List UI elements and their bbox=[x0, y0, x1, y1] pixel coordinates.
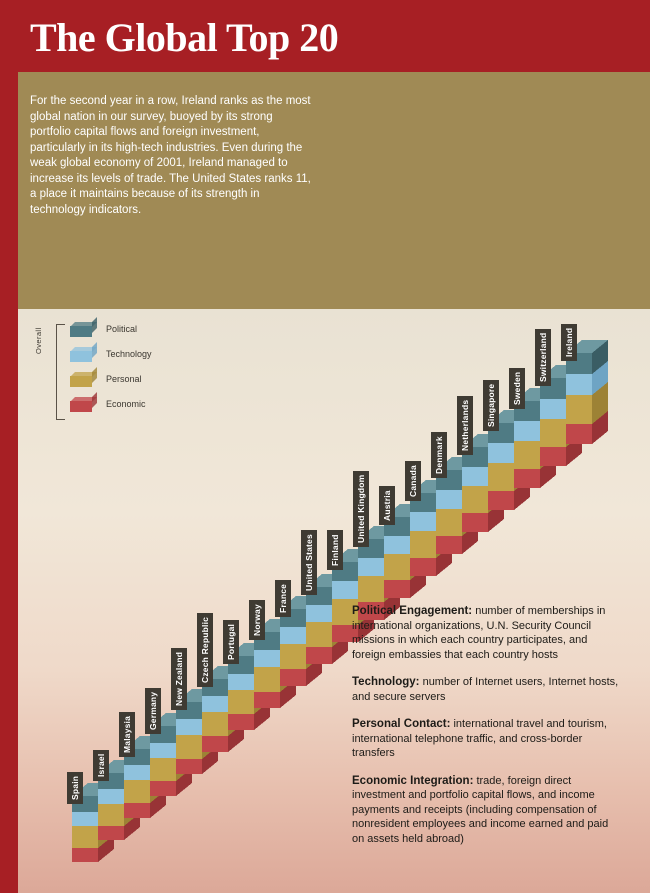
country-label-canada: Canada bbox=[405, 461, 421, 501]
definition-text-political: number of memberships in international organizations, U.N. Security Council missions in which each country participates, and foreign embassies that each country hosts bbox=[352, 605, 606, 661]
definition-text-technology: number of Internet users, Internet hosts, and secure servers bbox=[352, 676, 619, 703]
intro-text: For the second year in a row, Ireland ranks as the most global nation in our survey, buoyed by its strong portfolio capital flows and foreign investment, particularly in its high-tech industries. Even during the weak global economy of 2001, Ireland managed to increase its levels of trade. The United States ranks 11, a place it maintains because of its strength in technology indicators. bbox=[30, 95, 311, 216]
country-label-czech-republic: Czech Republic bbox=[197, 613, 213, 687]
definition-text-economic: trade, foreign direct investment and portfolio capital flows, and income payments and receipts (including compensation of nonresident employees and income earned and paid on assets held abroad) bbox=[352, 774, 609, 845]
country-label-ireland: Ireland bbox=[561, 324, 577, 361]
country-label-finland: Finland bbox=[327, 530, 343, 570]
definition-term-personal: Personal Contact: bbox=[352, 718, 451, 730]
legend-swatch-technology bbox=[70, 347, 98, 362]
legend-label-technology: Technology bbox=[106, 349, 152, 359]
country-label-denmark: Denmark bbox=[431, 432, 447, 478]
legend-axis-label: Overall bbox=[34, 327, 43, 354]
country-label-france: France bbox=[275, 580, 291, 617]
legend-swatch-economic bbox=[70, 397, 98, 412]
definition-personal bbox=[352, 717, 620, 761]
legend-label-personal: Personal bbox=[106, 374, 142, 384]
legend-swatch-political bbox=[70, 322, 98, 337]
legend-swatch-personal bbox=[70, 372, 98, 387]
chart-legend bbox=[30, 322, 180, 422]
definition-economic bbox=[352, 774, 620, 847]
definition-term-political: Political Engagement: bbox=[352, 605, 473, 617]
definition-text-personal: international travel and tourism, international telephone traffic, and cross-border transfers bbox=[352, 718, 607, 759]
country-label-new-zealand: New Zealand bbox=[171, 648, 187, 710]
country-label-spain: Spain bbox=[67, 772, 83, 804]
country-label-malaysia: Malaysia bbox=[119, 712, 135, 757]
definition-technology bbox=[352, 675, 620, 704]
country-label-germany: Germany bbox=[145, 688, 161, 734]
page-title: The Global Top 20 bbox=[30, 15, 339, 60]
definition-term-economic: Economic Integration: bbox=[352, 774, 474, 787]
definitions-block bbox=[352, 604, 620, 859]
country-label-portugal: Portugal bbox=[223, 620, 239, 664]
country-label-netherlands: Netherlands bbox=[457, 396, 473, 455]
legend-label-political: Political bbox=[106, 324, 138, 334]
country-label-sweden: Sweden bbox=[509, 368, 525, 409]
country-label-austria: Austria bbox=[379, 486, 395, 525]
country-label-israel: Israel bbox=[93, 750, 109, 781]
country-label-switzerland: Switzerland bbox=[535, 329, 551, 386]
country-label-singapore: Singapore bbox=[483, 380, 499, 431]
country-label-united-kingdom: United Kingdom bbox=[353, 471, 369, 547]
definition-term-technology: Technology: bbox=[352, 676, 420, 688]
legend-bracket bbox=[56, 324, 65, 420]
country-label-norway: Norway bbox=[249, 600, 265, 640]
definition-political bbox=[352, 604, 620, 662]
country-label-united-states: United States bbox=[301, 530, 317, 595]
legend-label-economic: Economic bbox=[106, 399, 146, 409]
